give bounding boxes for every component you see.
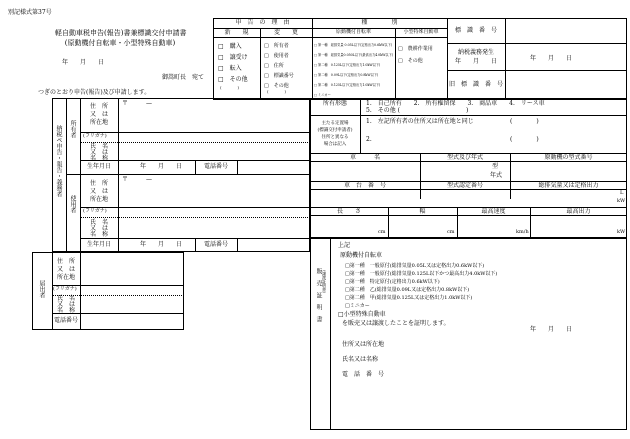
form-title-line2: (原動機付自転車・小型特殊自動車) [64,39,176,47]
cert-sub-heading: 原動機付自転車 [340,252,383,259]
length-unit: cm [378,229,386,235]
unit-kw: kW [617,198,626,204]
cert-date[interactable]: 年 月 日 [530,326,573,333]
cert-statement: を販売又は譲渡したことを証明します。 [342,320,450,327]
width-label: 幅 [419,208,426,215]
owner-furigana: (フリガナ) [83,133,107,139]
moped-item-1[interactable]: □ 第一種 総排気量 0.05L以下(定格出力0.6kW以下) [314,43,393,47]
user-label: 使用者 [69,195,76,213]
ownership-other[interactable]: 5. その他 ( ) [366,107,469,114]
moped-item-6[interactable]: □ ミニカー [314,93,331,97]
reporter-phone-label: 電話番号 [53,317,78,324]
cert-phone-label: 電 話 番 号 [342,371,385,378]
owner-birth-value[interactable]: 年 月 日 [140,163,183,170]
cert-item-4[interactable]: □第二種 乙(総排気量0.09L又は定格出力0.8kW以下) [345,287,470,293]
cert-vertical-label2: (譲渡証明書) [322,270,327,294]
storage-option1[interactable]: 1. 左記所有者の住所又は所在地と同じ [366,118,474,125]
user-postal[interactable]: 〒 — [122,176,153,183]
max-output-label: 最高出力 [566,208,591,215]
plate-number-label: 標 識 番 号 [454,27,497,34]
owner-postal[interactable]: 〒 — [122,100,153,107]
user-birth-value[interactable]: 年 月 日 [140,241,183,248]
tax-date-value[interactable]: 年 月 日 [530,55,573,62]
change-item-other[interactable]: □ その他 [264,83,289,89]
new-item-transfer[interactable]: □ 譲受け [218,54,248,61]
reason-header: 申 告 の 理 由 [235,19,290,26]
special-header: 小型特殊自動車 [403,29,439,35]
header-date: 年 月 日 [62,59,105,66]
output-unit: kW [617,229,626,235]
cert-item-6[interactable]: □ミニカー [345,303,370,309]
old-plate-label: 旧 標 識 番 号 [448,81,503,88]
moped-header: 原動機付自転車 [335,29,371,35]
cert-items [345,262,497,310]
length-label: 長 さ [336,208,361,215]
cert-special[interactable]: □小型特殊自動車 [338,311,386,318]
new-item-purchase[interactable]: □ 購入 [218,43,242,50]
cert-item-3[interactable]: □第一種 特定原付(定格出力0.6kW以下) [345,279,440,285]
reporter-name-label: 氏 名 又 は 名 称 [56,295,75,314]
displacement-label: 総排気量又は定格出力 [538,182,599,189]
reporter-label: 届出者 [38,280,45,298]
form-id: 別記様式第37号 [8,9,52,16]
model-type-label: 型 [492,163,499,170]
storage-option2[interactable]: 2. [366,136,372,143]
cert-item-1[interactable]: □第一種 一般原付(総排気量0.05L又は定格出力0.6kW以下) [345,263,485,269]
owner-birth-label: 生年月日 [86,163,111,170]
statement: つぎのとおり申告(報告)及び申請します。 [38,89,151,96]
user-phone-label: 電話番号 [203,241,228,248]
unit-l: L [620,190,624,196]
addressee: 御嵩町長 宛て [162,74,205,81]
reporter-furigana: (フリガナ) [53,286,77,292]
change-items [264,41,294,91]
new-header: 新 規 [224,29,249,36]
moped-item-4[interactable]: □ 第二種 0.09L以下(定格出力0.8kW以下) [314,73,379,77]
storage-option2-paren: ( ) [510,136,539,143]
cert-heading: 上記 [338,242,351,249]
storage-option1-paren: ( ) [510,118,539,125]
cert-vertical-label: 販売証明書 [315,268,322,328]
speed-unit: km/h [516,229,529,235]
max-speed-label: 最高速度 [481,208,506,215]
new-items [218,41,248,85]
tax-date-label: 納税義務発生 [457,49,494,56]
new-item-move-in[interactable]: □ 転入 [218,65,242,72]
moped-items [314,40,394,100]
model-year-label: 年式 [490,172,503,179]
engine-model-label: 原動機の型式番号 [544,154,593,161]
user-furigana: (フリガナ) [83,208,107,214]
cert-name-label: 氏名又は名称 [342,356,379,363]
new-item-other[interactable]: □ その他 [218,76,248,83]
ownership-options[interactable]: 1. 自己所有 2. 所有権留保 3. 商品車 4. リース車 [366,100,545,107]
moped-item-2[interactable]: □ 第一種 総排気量0.050L以下(最高出力4.0kW以下) [314,53,394,57]
taxpayer-vertical-label: 納税ペ申告・報告・義務者 [55,125,62,197]
change-item-address[interactable]: □ 住所 [264,63,284,69]
special-item-other[interactable]: □ その他 [398,58,423,64]
cert-model-label: 型式認定番号 [446,182,483,189]
tax-date-ymd: 年 月 日 [454,58,497,65]
cert-item-5[interactable]: □第二種 甲(総排気量0.125L又は定格出力1.0kW以下) [345,295,473,301]
maker-label: 車 名 [349,154,380,161]
user-birth-label: 生年月日 [86,241,111,248]
change-header: 変 更 [273,29,298,36]
storage-label: 主たる定置場 (標識交付申請者) 住所と異なる 場合は記入 [317,121,353,147]
cert-address-label: 住所又は所在地 [342,341,385,348]
type-header: 種 別 [361,19,398,26]
chassis-label: 車 台 番 号 [343,182,386,189]
ownership-label: 所有形態 [322,100,347,107]
user-name-label: 氏 名 又 は 名 称 [89,219,108,238]
reporter-address-label: 住 所 又 は 所在地 [56,258,75,281]
owner-phone-label: 電話番号 [203,163,228,170]
width-unit: cm [447,229,455,235]
change-item-plate[interactable]: □ 標識番号 [264,73,294,79]
change-other-paren: ( ) [267,89,287,94]
new-other-paren: ( ) [220,85,240,90]
change-item-user[interactable]: □ 使用者 [264,53,289,59]
cert-item-2[interactable]: □第一種 一般原付(総排気量0.125L以下かつ最高出力4.0kW以下) [345,271,498,277]
owner-label: 所有者 [69,120,76,138]
model-label: 型式及び年式 [446,154,483,161]
moped-item-5[interactable]: □ 第二種 0.125L以下(定格出力1.0kW以下) [314,83,381,87]
owner-address-label: 住 所 又 は 所在地 [89,103,108,126]
form-title-line1: 軽自動車税申告(報告)書兼標識交付申請書 [55,29,187,37]
change-item-owner[interactable]: □ 所有者 [264,43,289,49]
special-items [398,43,433,67]
user-address-label: 住 所 又 は 所在地 [89,180,108,203]
special-item-farm[interactable]: □ 農耕作業用 [398,46,433,52]
owner-name-label: 氏 名 又 は 名 称 [89,143,108,162]
moped-item-3[interactable]: □ 第二種 0.125L以下(定格出力1.0kW以下) [314,63,381,67]
